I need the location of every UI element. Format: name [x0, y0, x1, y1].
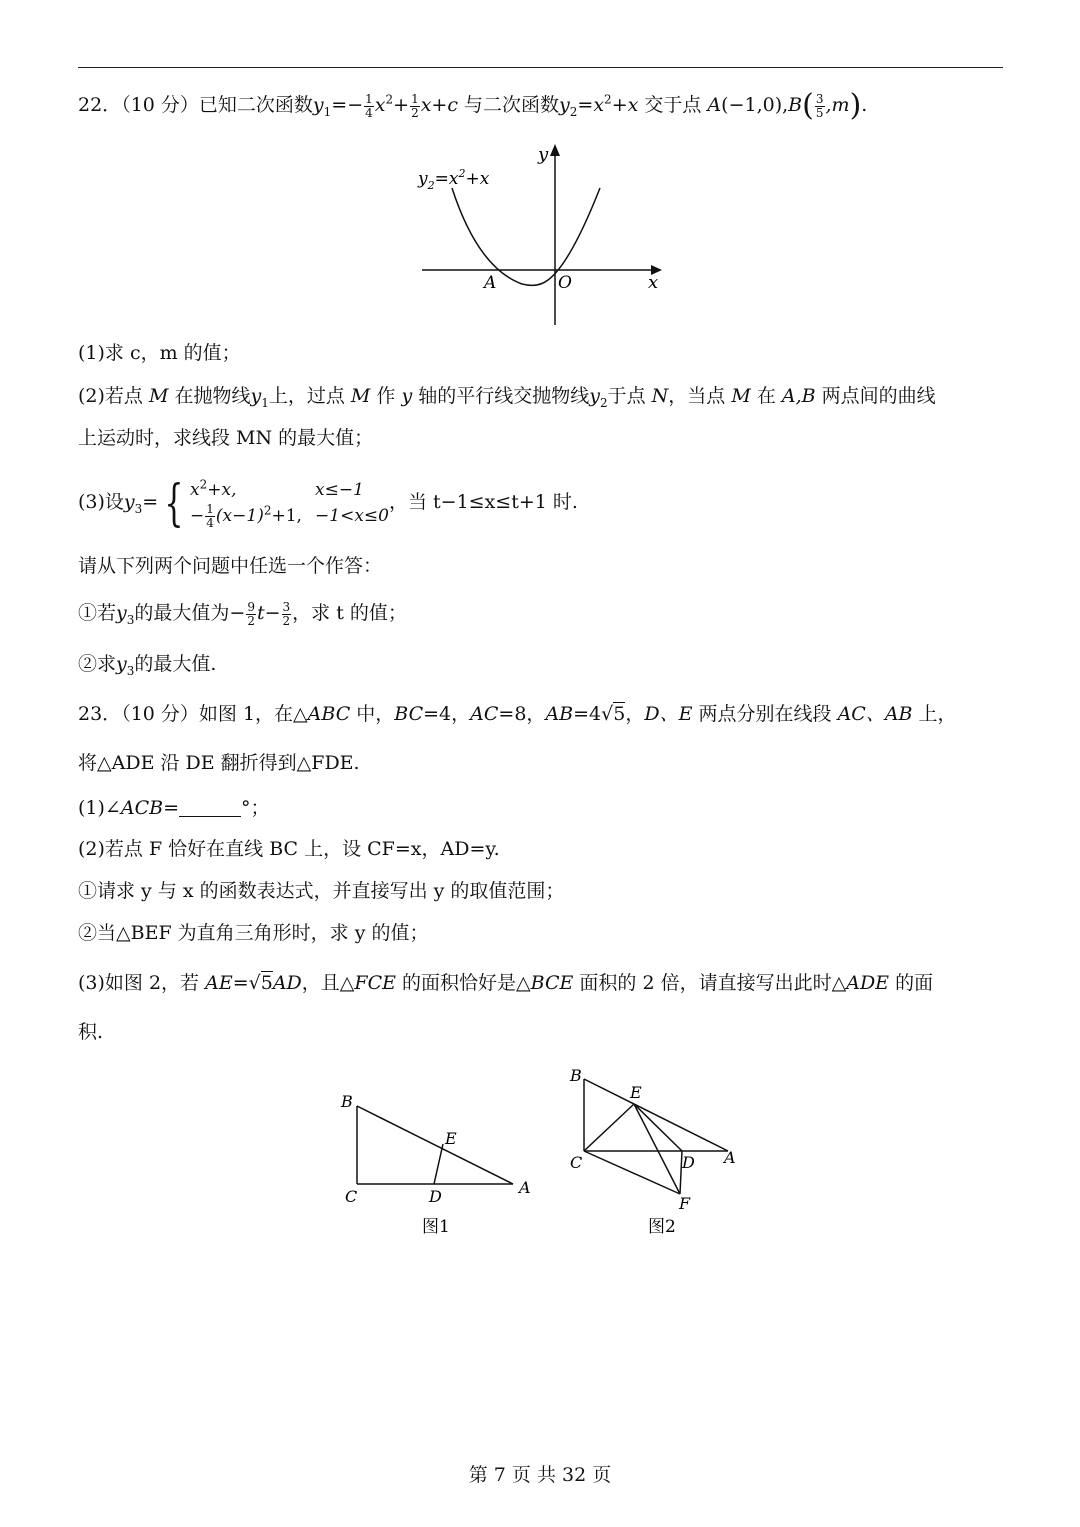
fig2-label-F: F — [679, 1194, 691, 1213]
q23-statement-line2: 将△ADE 沿 DE 翻折得到△FDE. — [78, 752, 360, 774]
fig2-label-B: B — [570, 1066, 582, 1085]
answer-blank[interactable] — [179, 798, 241, 817]
q23-part2: (2)若点 F 恰好在直线 BC 上，设 CF=x，AD=y. — [78, 838, 500, 860]
q22-choice1: ①若$y_3$的最大值为− $\frac{9}{2}$ t− $\frac{3}{2}$ ，求 t 的值； — [78, 599, 407, 628]
fig2-label-C: C — [570, 1153, 583, 1172]
q22-choice2: ②求$y_3$的最大值. — [78, 653, 217, 678]
q23-part2-item1: ①请求 y 与 x 的函数表达式，并直接写出 y 的取值范围； — [78, 880, 565, 902]
header-rule — [78, 67, 1003, 68]
point-label-O: O — [558, 273, 572, 293]
fig2-label-A: A — [724, 1148, 736, 1167]
segment-EF — [634, 1104, 680, 1194]
fraction-3-5: $\frac{3}{5}$ — [815, 91, 824, 120]
fraction-1-4: $\frac{1}{4}$ — [365, 91, 373, 120]
q23-figure-1 — [335, 1080, 550, 1240]
fig1-label-C: C — [345, 1187, 358, 1206]
piecewise-cases: $x^2+x$, x≤−1 − $\frac{1}{4}$ $(x-1)^2+1$, −1<x≤0 — [190, 476, 389, 530]
fig2-caption: 图2 — [648, 1217, 676, 1237]
q23-part3-line2: 积. — [78, 1021, 104, 1043]
axis-label-y: y — [538, 144, 549, 165]
q23-part2-item2: ②当△BEF 为直角三角形时，求 y 的值； — [78, 922, 429, 944]
page-footer: 第 7 页 共 32 页 — [468, 1464, 612, 1486]
fig1-caption: 图1 — [422, 1217, 450, 1237]
segment-DE — [434, 1144, 443, 1184]
q22-part2-line1: (2)若点 M 在抛物线$y_1$上，过点 M 作 y 轴的平行线交抛物线$y_2$于点 N，当点 M 在 A,B 两点间的曲线 — [78, 385, 936, 410]
fraction-1-2: $\frac{1}{2}$ — [411, 91, 419, 120]
q23-figure-2 — [562, 1062, 747, 1242]
q22-part1: (1)求 c，m 的值； — [78, 342, 241, 364]
q22-part3: (3)设$y_3=$ { $x^2+x$, x≤−1 − $\frac{1}{4}$ $(x-1)^2+1$, −1<x≤0 ，当 t−1≤x≤t+1 时. — [78, 474, 578, 532]
q23-part1: (1)∠ACB= °； — [78, 797, 270, 819]
axis-label-x: x — [648, 272, 659, 293]
q22-part2-line2: 上运动时，求线段 MN 的最大值； — [78, 427, 374, 449]
fig1-label-B: B — [341, 1092, 353, 1111]
y-axis-arrow — [550, 144, 560, 156]
q22-choose: 请从下列两个问题中任选一个作答： — [78, 555, 383, 577]
fig1-label-A: A — [519, 1178, 531, 1197]
q22-parabola-graph — [410, 140, 670, 330]
segment-BA — [584, 1079, 728, 1151]
segment-BA — [357, 1106, 513, 1184]
segment-ED — [634, 1104, 682, 1151]
fig2-label-D: D — [682, 1153, 695, 1172]
graph-label-y2: $y_2=x^2+x$ — [418, 167, 490, 192]
segment-CF — [584, 1151, 680, 1194]
q22-statement: 22．（10 分）已知二次函数$y_1=-$ $\frac{1}{4}$ $x^2+$ $\frac{1}{2}$ x+c 与二次函数$y_2=x^2+x$ 交于点 A(−1,0),B( $\frac{3}{5}$ ,m). — [78, 88, 868, 123]
q23-statement-line1: 23．（10 分）如图 1，在△ABC 中，BC=4，AC=8，AB=4√5，D、E 两点分别在线段 AC、AB 上， — [78, 703, 957, 725]
point-label-A: A — [484, 273, 497, 293]
segment-CE — [584, 1104, 634, 1151]
q23-part3-line1: (3)如图 2，若 AE=√5AD，且△FCE 的面积恰好是△BCE 面积的 2 倍，请直接写出此时△ADE 的面 — [78, 972, 934, 994]
fig1-label-D: D — [429, 1187, 442, 1206]
fig2-label-E: E — [630, 1083, 642, 1102]
fig1-label-E: E — [445, 1129, 457, 1148]
